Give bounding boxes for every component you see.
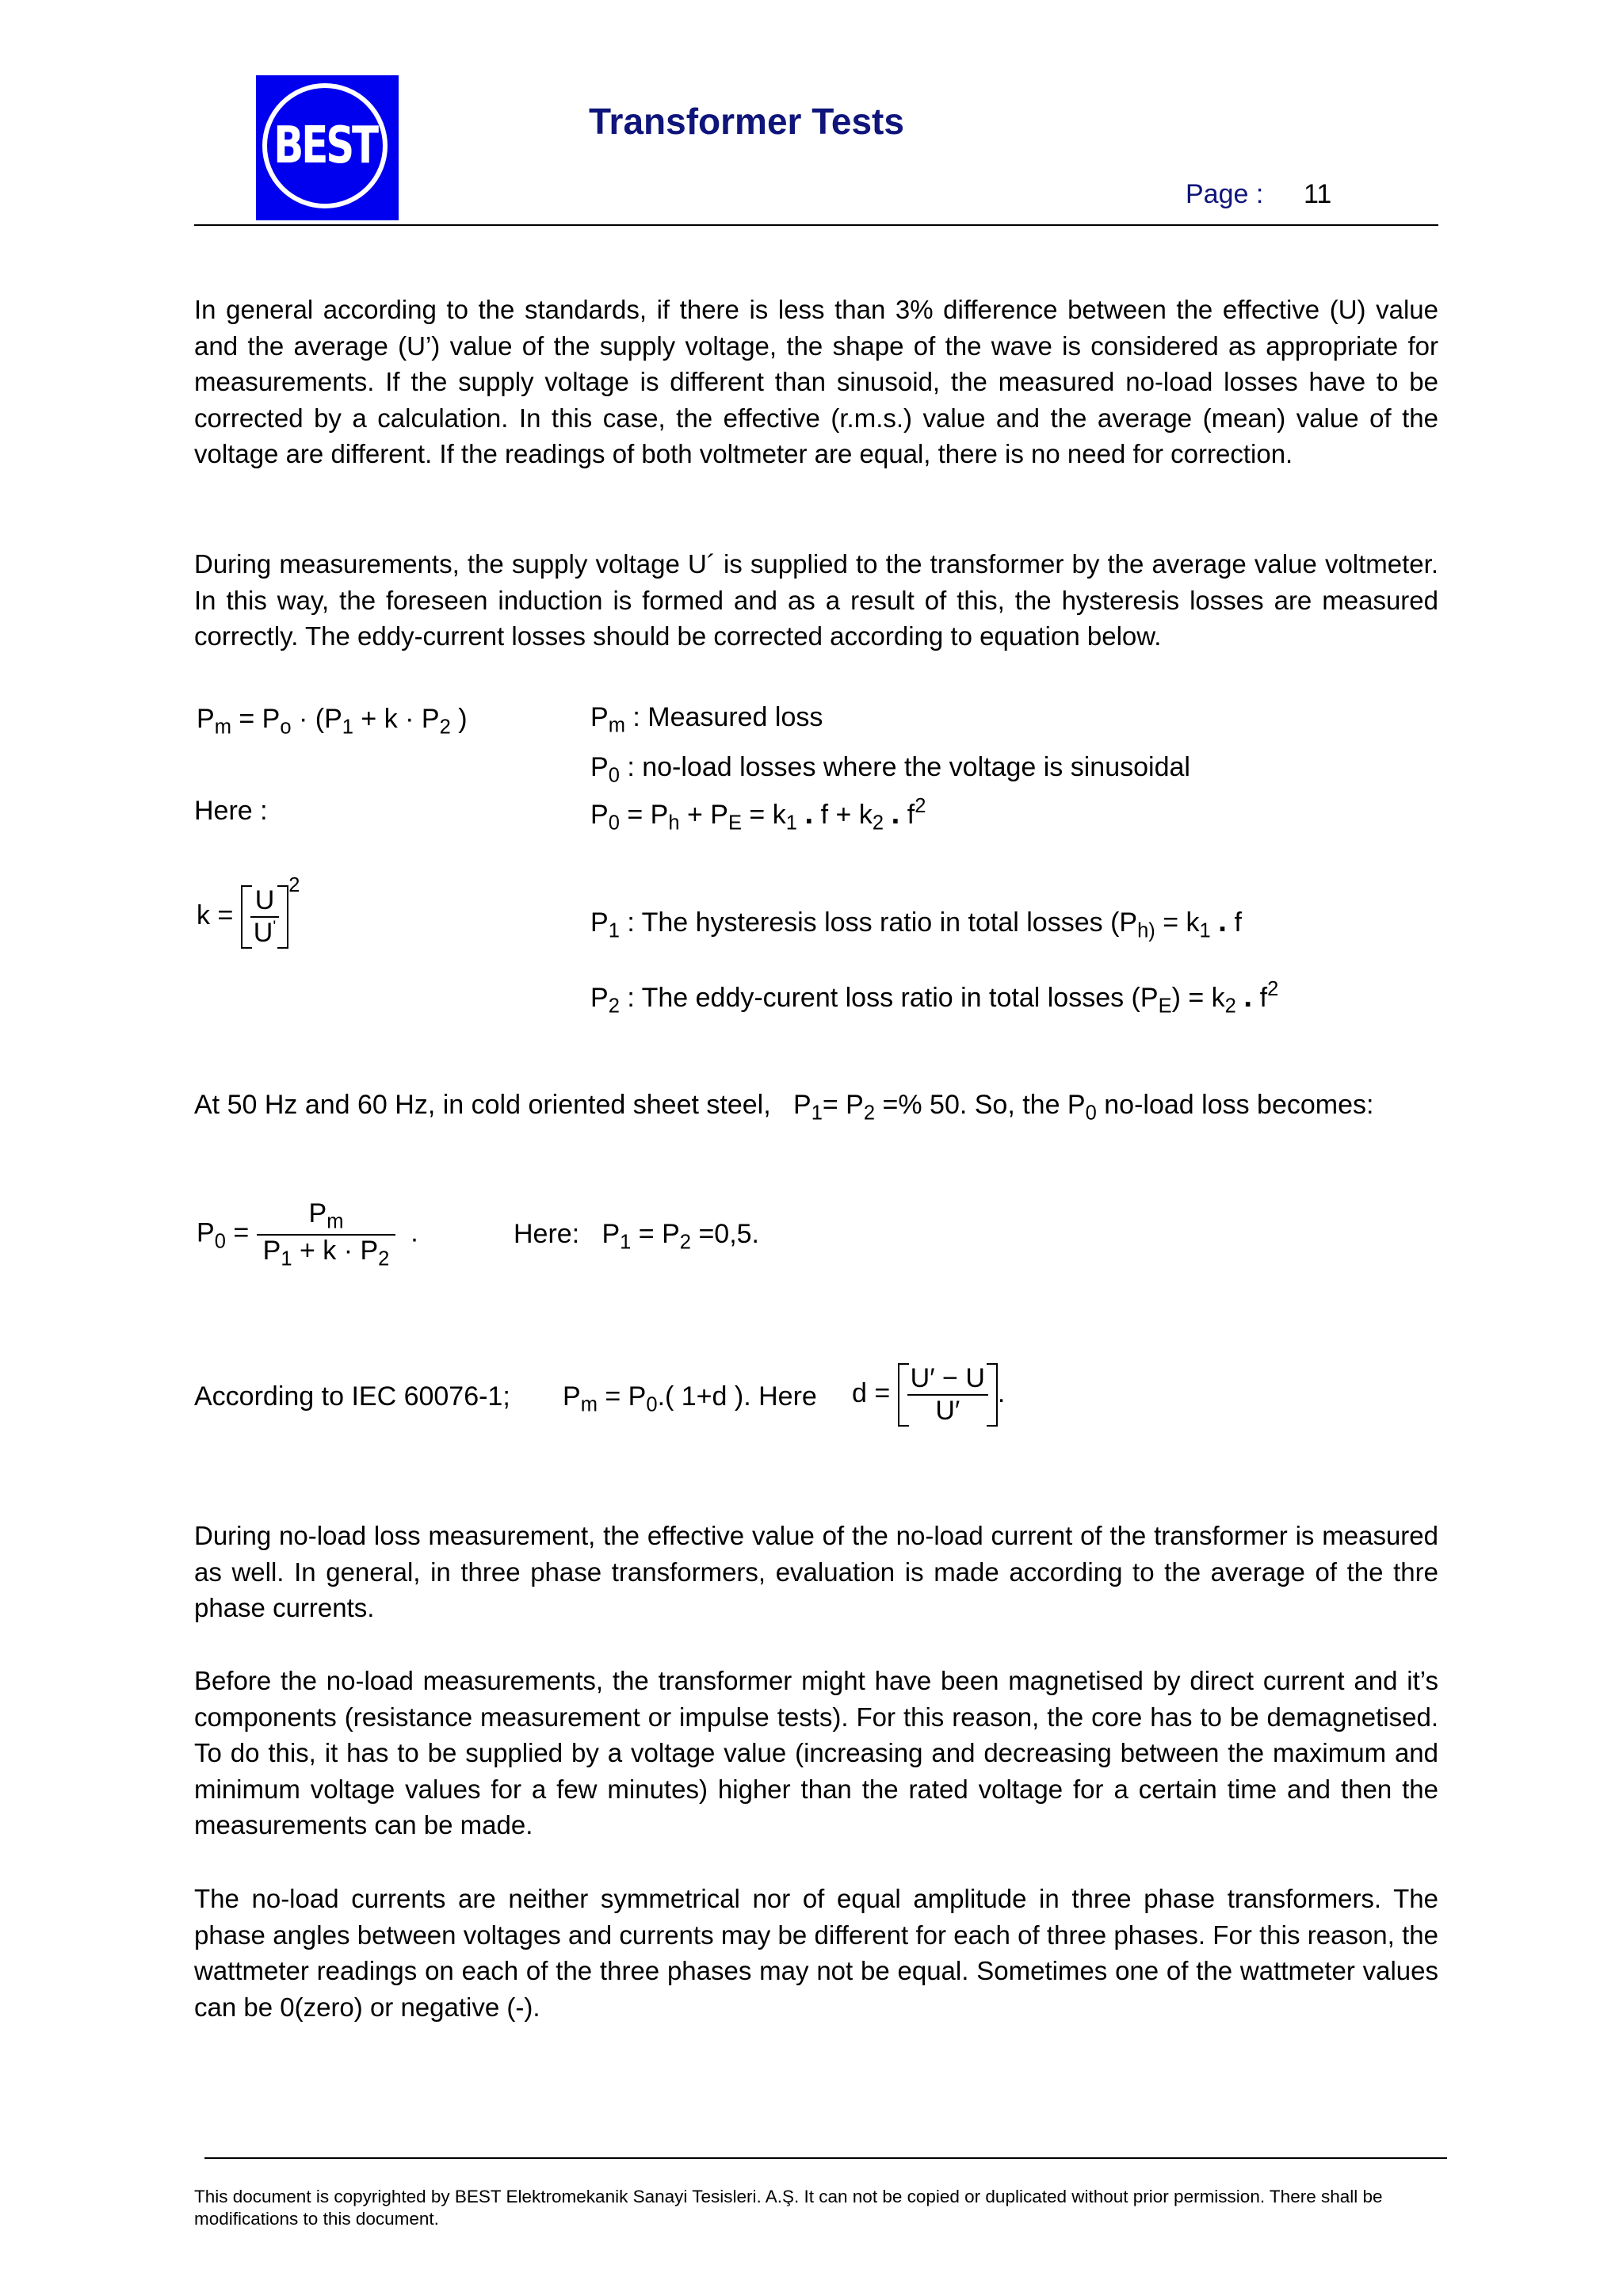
equation-p0-fraction: $P_0$ = $\frac{P_m}{P_1 + k \cdot P_2}$ . [197,1198,418,1270]
paragraph-measurement-method: During measurements, the supply voltage U´ is supplied to the transformer by the average value voltmeter. In this way, the foreseen induction is formed and as a result of this, the hysteresis losses are measured correctly. The eddy-current losses should be corrected according to equation below. [194,549,1438,651]
page-label: Page : [1186,179,1264,209]
k-bracket: $\frac{U}{U'}$ [241,885,288,949]
page-number: 11 [1304,179,1332,209]
copyright-footer: This document is copyrighted by BEST Elektromekanik Sanayi Tesisleri. A.Ş. It can not be copied or duplicated without prior permission. There shall be modifications to this document. [194,2187,1383,2229]
definition-p0: $P_0$ : no-load losses where the voltage is sinusoidal [590,752,1190,787]
d-bracket: $\frac{U' - U}{U'}$ [898,1363,998,1427]
cold-sheet-line: At 50 Hz and 60 Hz, in cold oriented sheet steel, $P_1= P_2$ =% 50. So, the $P_0$ no-load loss becomes: [194,1090,1374,1125]
equation-pm: $P_m = P_o \cdot (P_1 + k \cdot P_2$ ) [197,704,468,739]
here-p1-p2: Here: $P_1 = P_2 =0,5$. [514,1219,760,1254]
equation-d: d = $\frac{U' - U}{U'}$ . [852,1363,1006,1426]
logo-text: BEST [273,117,376,175]
footer-rule [204,2157,1447,2159]
equation-k: k = $\frac{U}{U'}$ $^2$ [197,874,300,948]
paragraph-no-load-asymmetry: The no-load currents are neither symmetrical nor of equal amplitude in three phase transformers. The phase angles between voltages and currents may be different for each of three phases. For this reason, the wattmeter readings on each of the three phases may not be equal. Sometimes one of the wattmeter values can be 0(zero) or negative (-). [194,1884,1438,2022]
equation-iec: $P_m = P_0$.( 1+d ). Here [563,1381,817,1416]
logo-ring [262,83,388,208]
p0-fraction: $\frac{P_m}{P_1 + k \cdot P_2}$ [257,1198,396,1270]
equation-p0-components: $P_0 = P_h + P_E = k_1$ . $f + k_2$ . $f^2$ [590,795,926,835]
definition-p1: $P_1$ : The hysteresis loss ratio in total losses ($P_{h)} = k_1$ . f [590,904,1242,942]
paragraph-demagnetising: Before the no-load measurements, the transformer might have been magnetised by direct current and it’s components (resistance measurement or impulse tests). For this reason, the core has to be demagnetised. To do this, it has to be supplied by a voltage value (increasing and decreasing between the maximum and minimum voltage values for a few minutes) higher than the rated voltage for a certain time and then the measurements can be made. [194,1666,1438,1840]
iec-text: According to IEC 60076-1; [194,1381,510,1412]
document-title: Transformer Tests [589,101,904,142]
paragraph-voltage-standards: In general according to the standards, if there is less than 3% difference between the effective (U) value and the average (U’) value of the supply voltage, the shape of the wave is considered as appropriate for measurements. If the supply voltage is different than sinusoid, the measured no-load losses have to be corrected by a calculation. In this case, the effective (r.m.s.) value and the average (mean) value of the voltage are different. If the readings of both voltmeter are equal, there is no need for correction. [194,295,1438,469]
paragraph-no-load-current: During no-load loss measurement, the effective value of the no-load current of the transformer is measured as well. In general, in three phase transformers, evaluation is made according to the average of the thre phase currents. [194,1521,1438,1623]
here-label: Here : [194,796,268,826]
definition-pm: $P_m$ : Measured loss [590,702,823,737]
definition-p2: $P_2$ : The eddy-curent loss ratio in total losses $(P_E) = k_2$ . $f^2$ [590,978,1279,1018]
company-logo [256,75,399,220]
header-rule [194,224,1438,226]
